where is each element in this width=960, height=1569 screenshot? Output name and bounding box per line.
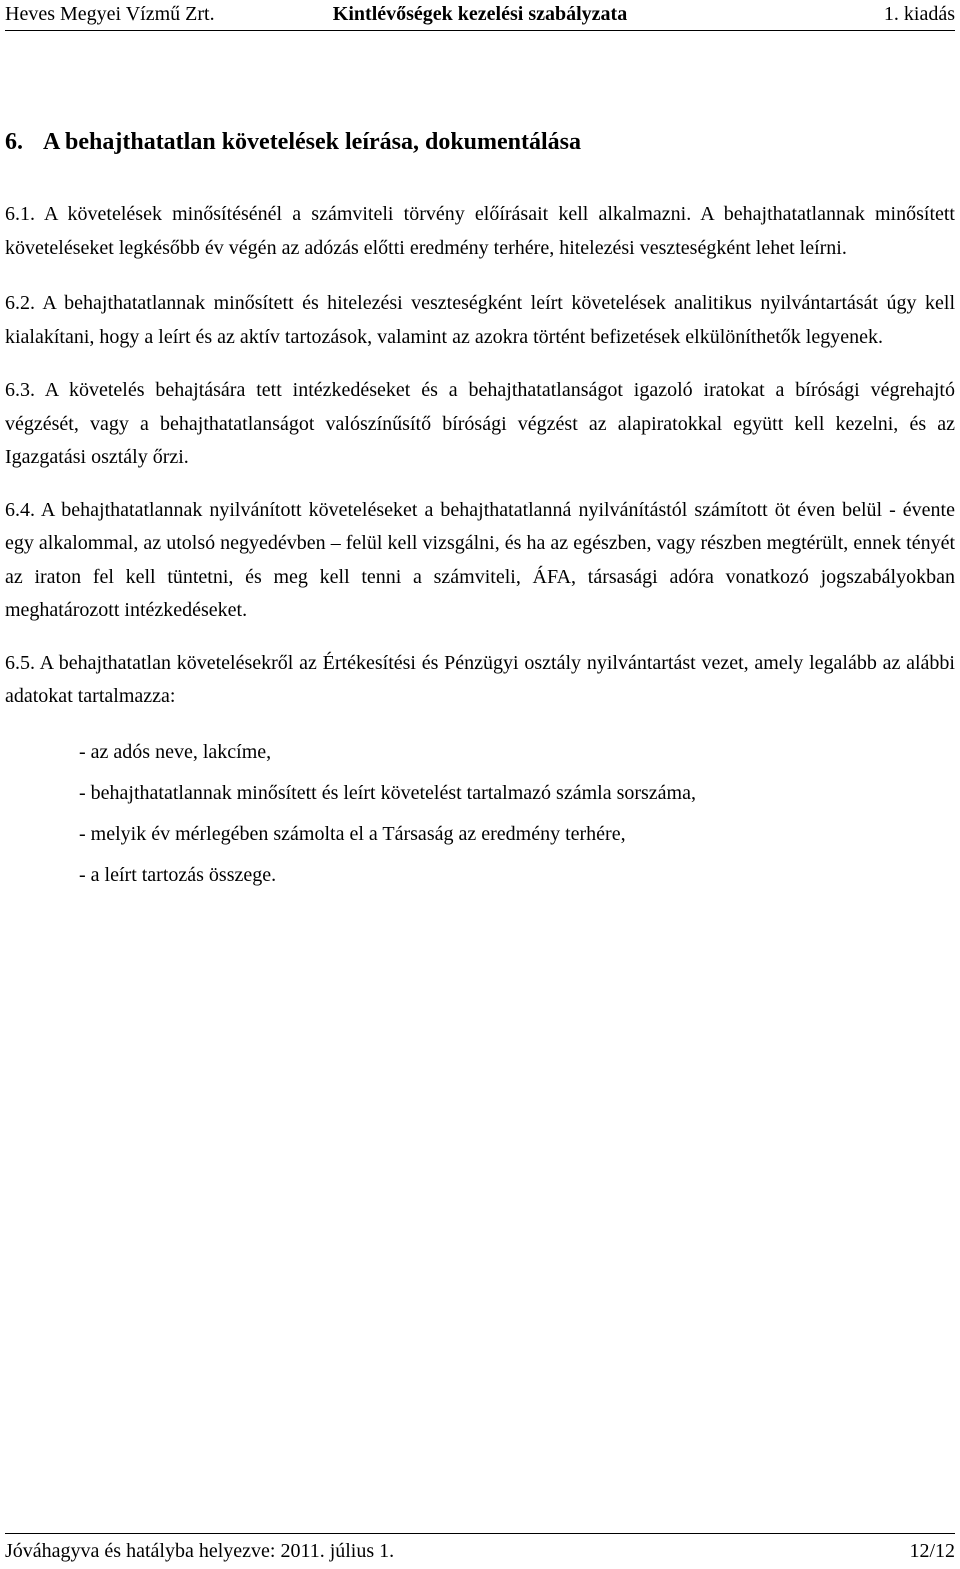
section-heading: [5, 126, 955, 158]
paragraph-6-4: 6.4. A behajthatatlannak nyilvánított követeléseket a behajthatatlanná nyilvánítástól számított öt éven belül - évente egy alkalommal, az utolsó negyedévben – felül kell vizsgálni, és ha az egészben, vagy részben megtérült, ennek tényét az iraton fel kell tüntetni, és meg kell tenni a számviteli, ÁFA, társasági adóra vonatkozó jogszabályokban meghatározott intézkedéseket.: [5, 498, 955, 621]
paragraph-6-3: 6.3. A követelés behajtására tett intézkedéseket és a behajthatatlanságot igazoló iratokat a bírósági végrehajtó végzését, vagy a behajthatatlanságot valószínűsítő bírósági végzést az alapiratokkal együtt kell kezelni, és az Igazgatási osztály őrzi.: [5, 379, 955, 468]
paragraph-6-1: 6.1. A követelések minősítésénél a számviteli törvény előírásait kell alkalmazni. A behajthatatlannak minősített követeléseket legkésőbb év végén az adózás előtti eredmény terhére, hitelezési veszteségként lehet leírni.: [5, 203, 955, 259]
footer-page-number: 12/12: [909, 1540, 955, 1562]
section-title: A behajthatatlan követelések leírása, dokumentálása: [43, 129, 582, 155]
header-company-name: Heves Megyei Vízmű Zrt.: [5, 3, 215, 25]
page-footer: [5, 1533, 955, 1568]
data-list: [5, 732, 955, 896]
page-content: [5, 126, 955, 896]
list-item: - a leírt tartozás összege.: [79, 863, 277, 886]
list-item: - melyik év mérlegében számolta el a Társaság az eredmény terhére,: [79, 822, 626, 845]
footer-approval-date: Jóváhagyva és hatályba helyezve: 2011. július 1.: [5, 1540, 395, 1562]
paragraph-6-5: 6.5. A behajthatatlan követelésekről az Értékesítési és Pénzügyi osztály nyilvántartást vezet, amely legalább az alábbi adatokat tartalmazza:: [5, 651, 955, 707]
section-number: 6.: [5, 129, 23, 155]
header-document-title: Kintlévőségek kezelési szabályzata: [332, 3, 628, 25]
header-edition: 1. kiadás: [883, 3, 955, 25]
list-item: - behajthatatlannak minősített és leírt követelést tartalmazó számla sorszáma,: [79, 781, 696, 804]
list-item: - az adós neve, lakcíme,: [79, 740, 272, 763]
paragraph-6-2: 6.2. A behajthatatlannak minősített és hitelezési veszteségként leírt követelések analitikus nyilvántartását úgy kell kialakítani, hogy a leírt és az aktív tartozások, valamint az azokra történt befizetések elkülöníthetők legyenek.: [5, 292, 955, 348]
page-header: [5, 0, 955, 31]
